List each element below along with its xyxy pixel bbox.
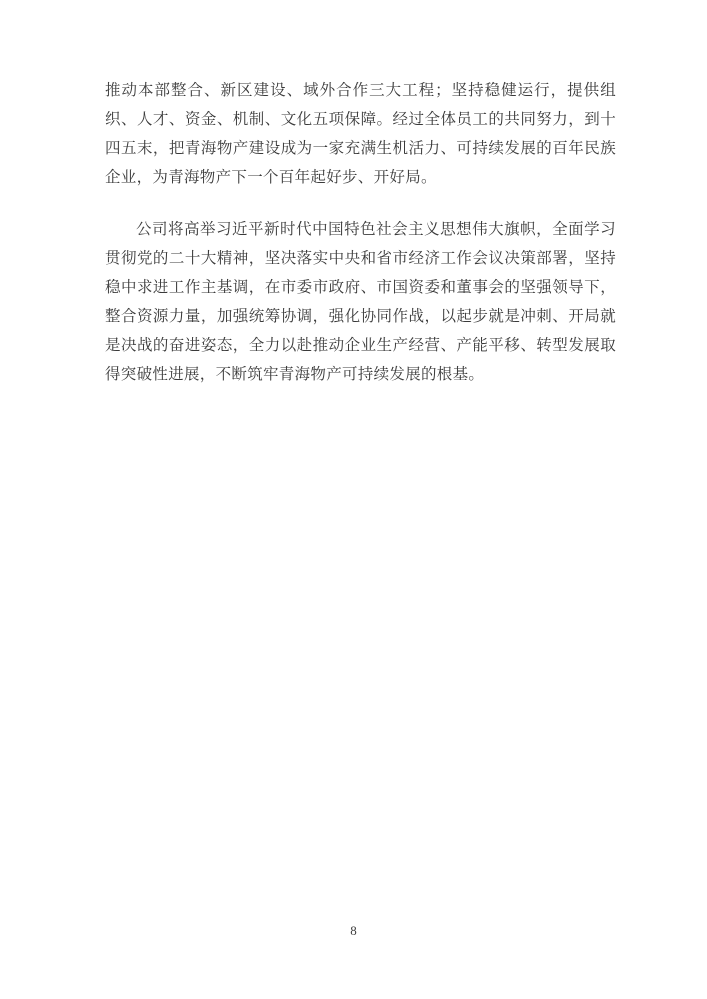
paragraph-continuation: 推动本部整合、新区建设、域外合作三大工程；坚持稳健运行，提供组织、人才、资金、机制、文化五项保障。经过全体员工的共同努力，到十四五末，把青海物产建设成为一家充满生机活力、可持续发展的百年民族企业，为青海物产下一个百年起好步、开好局。 [105, 82, 616, 186]
page-footer [0, 922, 707, 940]
page-content [105, 76, 616, 389]
paragraph-company-plan: 公司将高举习近平新时代中国特色社会主义思想伟大旗帜，全面学习贯彻党的二十大精神，坚决落实中央和省市经济工作会议决策部署，坚持稳中求进工作主基调，在市委市政府、市国资委和董事会的坚强领导下，整合资源力量，加强统筹协调，强化协同作战，以起步就是冲刺、开局就是决战的奋进姿态，全力以赴推动企业生产经营、产能平移、转型发展取得突破性进展，不断筑牢青海物产可持续发展的根基。 [105, 221, 616, 383]
page-number: 8 [350, 923, 357, 938]
